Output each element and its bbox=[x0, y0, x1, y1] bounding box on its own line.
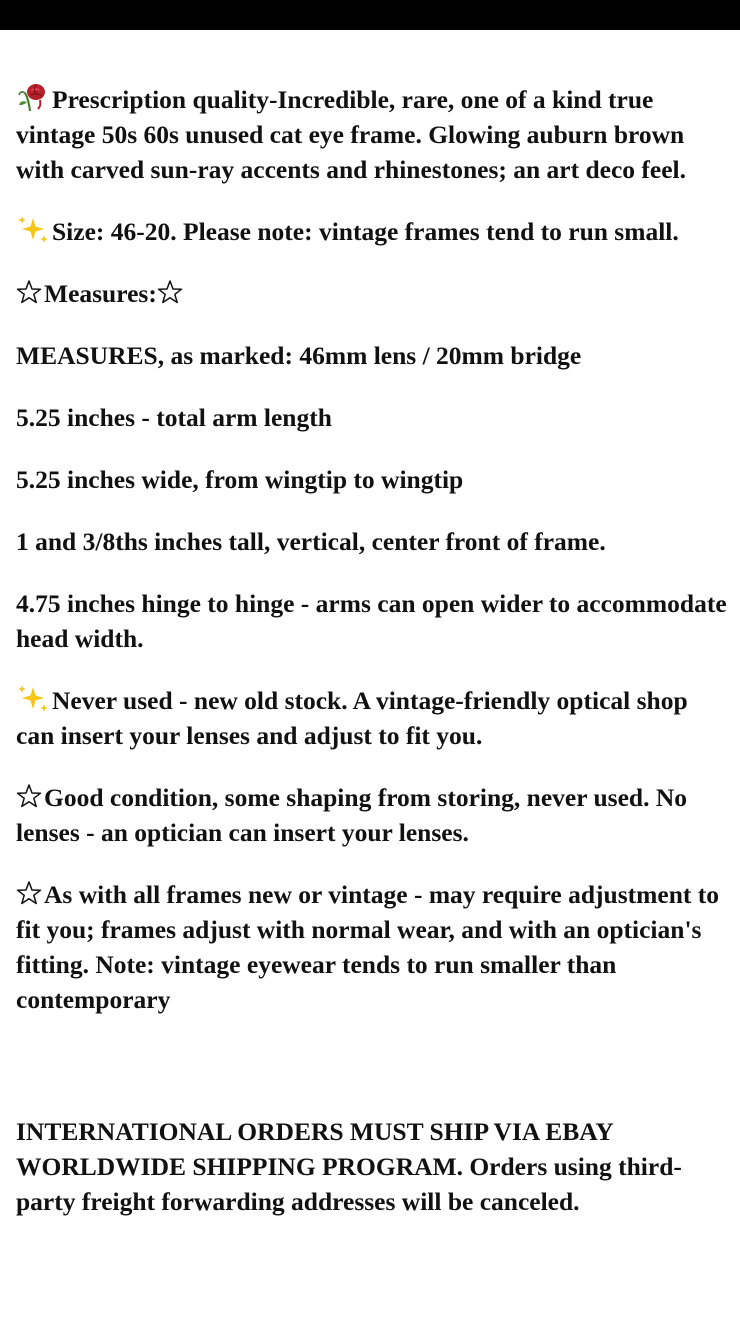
section-spacer bbox=[16, 1044, 728, 1114]
sparkles-icon bbox=[16, 214, 50, 244]
description-paragraph-condition: Good condition, some shaping from storing, never used. No lenses - an optician can insert your lenses. bbox=[16, 783, 687, 847]
star-outline-icon bbox=[16, 279, 42, 305]
wilted-rose-icon bbox=[16, 82, 48, 112]
description-paragraph-never-used: Never used - new old stock. A vintage-friendly optical shop can insert your lenses and adjust to fit you. bbox=[16, 683, 728, 753]
star-outline-icon bbox=[16, 783, 42, 809]
measurement-width: 5.25 inches wide, from wingtip to wingtip bbox=[16, 465, 464, 494]
measurement-height: 1 and 3/8ths inches tall, vertical, center front of frame. bbox=[16, 527, 606, 556]
star-outline-icon bbox=[157, 279, 183, 305]
star-outline-icon bbox=[16, 880, 42, 906]
description-paragraph-size: Size: 46-20. Please note: vintage frames tend to run small. bbox=[16, 214, 728, 249]
measurement-hinge-to-hinge: 4.75 inches hinge to hinge - arms can open wider to accommodate head width. bbox=[16, 589, 727, 653]
sparkles-icon bbox=[16, 683, 50, 713]
description-paragraph-fitting: As with all frames new or vintage - may require adjustment to fit you; frames adjust with normal wear, and with an optician's fitting. Note: vintage eyewear tends to run smaller than contemporary bbox=[16, 880, 719, 1014]
description-paragraph-measures-heading: Measures: bbox=[16, 276, 728, 311]
international-shipping-notice: INTERNATIONAL ORDERS MUST SHIP VIA EBAY WORLDWIDE SHIPPING PROGRAM. Orders using third-party freight forwarding addresses will be canceled. bbox=[16, 1117, 682, 1216]
measurement-arm-length: 5.25 inches - total arm length bbox=[16, 403, 332, 432]
description-paragraph-intro: Prescription quality-Incredible, rare, one of a kind true vintage 50s 60s unused cat eye frame. Glowing auburn brown with carved sun-ray accents and rhinestones; an art deco feel. bbox=[16, 82, 728, 187]
listing-description bbox=[16, 82, 728, 1246]
status-bar bbox=[0, 0, 740, 30]
measurement-lens-bridge: MEASURES, as marked: 46mm lens / 20mm bridge bbox=[16, 341, 582, 370]
